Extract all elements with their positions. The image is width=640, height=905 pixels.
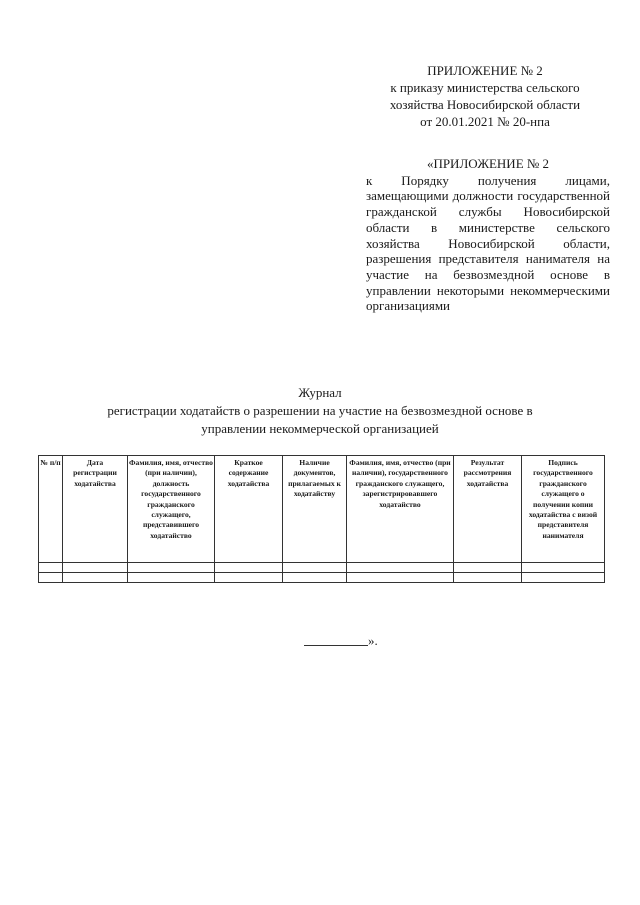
closing-quote: ». — [368, 633, 378, 648]
journal-title-block — [60, 384, 580, 438]
table-cell — [128, 563, 215, 573]
table-cell — [283, 573, 347, 583]
table-cell — [454, 563, 522, 573]
column-header-registrar: Фамилия, имя, отчество (при наличии), государственного гражданского служащего, зарегистрировавшего ходатайство — [347, 456, 454, 563]
table-cell — [283, 563, 347, 573]
table-cell — [347, 563, 454, 573]
table-cell — [522, 573, 605, 583]
appendix-line: хозяйства Новосибирской области — [389, 97, 581, 112]
appendix-line: от 20.01.2021 № 20-нпа — [420, 114, 550, 129]
column-header-attachments: Наличие документов, прилагаемых к ходатайству — [283, 456, 347, 563]
column-header-summary: Краткое содержание ходатайства — [215, 456, 283, 563]
table-row — [39, 563, 605, 573]
appendix-line: ПРИЛОЖЕНИЕ № 2 — [427, 63, 543, 78]
table-cell — [63, 573, 128, 583]
table-cell — [39, 563, 63, 573]
column-header-applicant: Фамилия, имя, отчество (при наличии), должность государственного гражданского служащего, представившего ходатайство — [128, 456, 215, 563]
table-cell — [454, 573, 522, 583]
column-header-registration-date: Дата регистрации ходатайства — [63, 456, 128, 563]
register-table — [38, 455, 605, 583]
appendix-line: к приказу министерства сельского — [390, 80, 580, 95]
table-cell — [215, 563, 283, 573]
blank-underline — [304, 645, 368, 646]
column-header-signature: Подпись государственного гражданского служащего о получении копии ходатайства с визой представителя нанимателя — [522, 456, 605, 563]
journal-subtitle-line: управлении некоммерческой организацией — [201, 421, 439, 436]
table-header-row — [39, 456, 605, 563]
column-header-result: Результат рассмотрения ходатайства — [454, 456, 522, 563]
column-header-number: № п/п — [39, 456, 63, 563]
table-cell — [39, 573, 63, 583]
table-cell — [522, 563, 605, 573]
appendix-header — [360, 62, 610, 130]
journal-subtitle-line: регистрации ходатайств о разрешении на участие на безвозмездной основе в — [107, 403, 533, 418]
order-caption — [366, 156, 610, 314]
table-cell — [215, 573, 283, 583]
table-row — [39, 573, 605, 583]
table-cell — [347, 573, 454, 583]
closing-line — [304, 633, 378, 649]
table-cell — [128, 573, 215, 583]
journal-title: Журнал — [298, 385, 342, 400]
order-caption-title: «ПРИЛОЖЕНИЕ № 2 — [426, 156, 550, 171]
table-cell — [63, 563, 128, 573]
order-caption-body: к Порядку получения лицами, замещающими должности государственной гражданской службы Новосибирской области в министерстве сельского хозяйства Новосибирской области, разрешения представителя нанимателя на участие на безвозмездной основе в управлении некоторыми некоммерческими организациями — [366, 172, 610, 314]
